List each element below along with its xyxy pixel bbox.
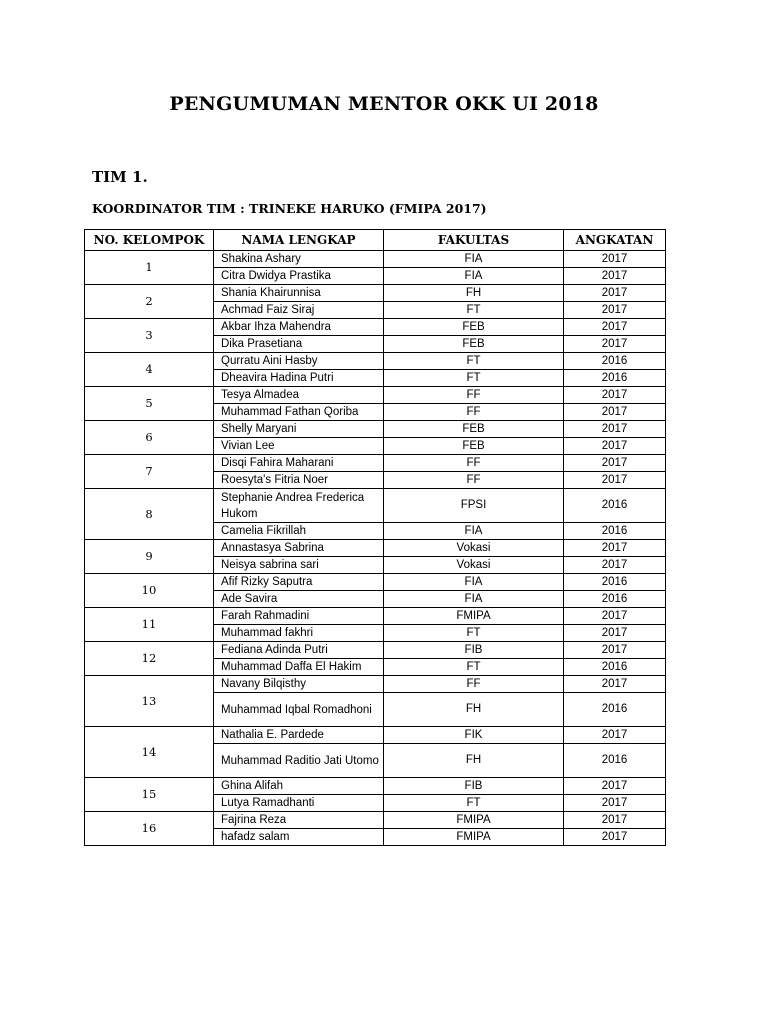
group-number-cell: 1: [85, 251, 214, 285]
member-name-cell: Muhammad Daffa El Hakim: [214, 659, 384, 676]
member-faculty-cell: FMIPA: [384, 812, 564, 829]
member-faculty-cell: FH: [384, 285, 564, 302]
member-name-cell: Lutya Ramadhanti: [214, 795, 384, 812]
table-row: [85, 489, 666, 523]
coordinator-line: KOORDINATOR TIM : TRINEKE HARUKO (FMIPA 2017): [92, 201, 487, 216]
table-row: [85, 421, 666, 438]
member-year-cell: 2016: [564, 693, 666, 727]
member-year-cell: 2017: [564, 608, 666, 625]
member-faculty-cell: FF: [384, 472, 564, 489]
group-number-cell: 8: [85, 489, 214, 540]
mentor-table: [84, 229, 666, 846]
table-row: [85, 574, 666, 591]
member-faculty-cell: FT: [384, 625, 564, 642]
member-name-cell: Camelia Fikrillah: [214, 523, 384, 540]
member-name-cell: Farah Rahmadini: [214, 608, 384, 625]
member-faculty-cell: FT: [384, 302, 564, 319]
member-year-cell: 2017: [564, 778, 666, 795]
member-faculty-cell: FT: [384, 370, 564, 387]
table-row: [85, 353, 666, 370]
member-name-cell: Shania Khairunnisa: [214, 285, 384, 302]
member-faculty-cell: FMIPA: [384, 829, 564, 846]
member-name-cell: Dheavira Hadina Putri: [214, 370, 384, 387]
group-number-cell: 7: [85, 455, 214, 489]
member-faculty-cell: FF: [384, 676, 564, 693]
member-name-cell: Fediana Adinda Putri: [214, 642, 384, 659]
member-faculty-cell: FMIPA: [384, 608, 564, 625]
table-row: [85, 608, 666, 625]
member-year-cell: 2017: [564, 455, 666, 472]
member-year-cell: 2016: [564, 591, 666, 608]
member-name-cell: Dika Prasetiana: [214, 336, 384, 353]
member-year-cell: 2017: [564, 557, 666, 574]
table-row: [85, 676, 666, 693]
table-row: [85, 642, 666, 659]
member-name-cell: Muhammad fakhri: [214, 625, 384, 642]
member-faculty-cell: FH: [384, 693, 564, 727]
member-year-cell: 2017: [564, 336, 666, 353]
member-year-cell: 2017: [564, 302, 666, 319]
member-faculty-cell: Vokasi: [384, 540, 564, 557]
member-faculty-cell: FIA: [384, 523, 564, 540]
group-number-cell: 6: [85, 421, 214, 455]
group-number-cell: 2: [85, 285, 214, 319]
member-year-cell: 2017: [564, 268, 666, 285]
member-year-cell: 2016: [564, 574, 666, 591]
member-year-cell: 2017: [564, 795, 666, 812]
member-faculty-cell: FIA: [384, 574, 564, 591]
header-fakultas: FAKULTAS: [384, 230, 564, 251]
table-row: [85, 251, 666, 268]
member-year-cell: 2017: [564, 625, 666, 642]
member-faculty-cell: FH: [384, 744, 564, 778]
member-name-cell: Muhammad Fathan Qoriba: [214, 404, 384, 421]
header-no-kelompok: NO. KELOMPOK: [85, 230, 214, 251]
member-year-cell: 2016: [564, 523, 666, 540]
group-number-cell: 15: [85, 778, 214, 812]
member-name-cell: Vivian Lee: [214, 438, 384, 455]
member-year-cell: 2016: [564, 744, 666, 778]
member-name-cell: Nathalia E. Pardede: [214, 727, 384, 744]
member-faculty-cell: FIB: [384, 778, 564, 795]
member-name-cell: Afif Rizky Saputra: [214, 574, 384, 591]
member-name-cell: Neisya sabrina sari: [214, 557, 384, 574]
member-year-cell: 2017: [564, 404, 666, 421]
group-number-cell: 5: [85, 387, 214, 421]
member-year-cell: 2017: [564, 285, 666, 302]
member-year-cell: 2017: [564, 472, 666, 489]
member-faculty-cell: FEB: [384, 336, 564, 353]
member-name-cell: hafadz salam: [214, 829, 384, 846]
group-number-cell: 14: [85, 727, 214, 778]
member-faculty-cell: FEB: [384, 438, 564, 455]
member-year-cell: 2017: [564, 727, 666, 744]
group-number-cell: 12: [85, 642, 214, 676]
group-number-cell: 10: [85, 574, 214, 608]
member-faculty-cell: FIK: [384, 727, 564, 744]
member-name-cell: Akbar Ihza Mahendra: [214, 319, 384, 336]
member-year-cell: 2016: [564, 353, 666, 370]
member-year-cell: 2017: [564, 438, 666, 455]
table-header-row: [85, 230, 666, 251]
table-row: [85, 540, 666, 557]
member-name-cell: Stephanie Andrea Frederica Hukom: [214, 489, 384, 523]
header-nama-lengkap: NAMA LENGKAP: [214, 230, 384, 251]
member-faculty-cell: FT: [384, 795, 564, 812]
member-faculty-cell: FPSI: [384, 489, 564, 523]
table-row: [85, 455, 666, 472]
member-faculty-cell: FEB: [384, 319, 564, 336]
member-year-cell: 2016: [564, 659, 666, 676]
header-angkatan: ANGKATAN: [564, 230, 666, 251]
member-faculty-cell: FIA: [384, 251, 564, 268]
member-year-cell: 2016: [564, 370, 666, 387]
member-name-cell: Tesya Almadea: [214, 387, 384, 404]
table-row: [85, 285, 666, 302]
member-year-cell: 2017: [564, 251, 666, 268]
member-faculty-cell: FIA: [384, 591, 564, 608]
member-name-cell: Muhammad Raditio Jati Utomo: [214, 744, 384, 778]
member-name-cell: Disqi Fahira Maharani: [214, 455, 384, 472]
group-number-cell: 4: [85, 353, 214, 387]
member-name-cell: Achmad Faiz Siraj: [214, 302, 384, 319]
member-faculty-cell: FT: [384, 353, 564, 370]
member-year-cell: 2017: [564, 676, 666, 693]
table-row: [85, 778, 666, 795]
group-number-cell: 9: [85, 540, 214, 574]
table-row: [85, 727, 666, 744]
member-year-cell: 2017: [564, 812, 666, 829]
table-body: [85, 251, 666, 846]
member-name-cell: Roesyta's Fitria Noer: [214, 472, 384, 489]
table-row: [85, 387, 666, 404]
member-faculty-cell: FF: [384, 404, 564, 421]
table-row: [85, 812, 666, 829]
member-name-cell: Citra Dwidya Prastika: [214, 268, 384, 285]
team-heading: TIM 1.: [92, 168, 148, 186]
member-faculty-cell: FEB: [384, 421, 564, 438]
member-faculty-cell: Vokasi: [384, 557, 564, 574]
member-faculty-cell: FT: [384, 659, 564, 676]
table-row: [85, 319, 666, 336]
member-name-cell: Navany Bilqisthy: [214, 676, 384, 693]
member-year-cell: 2017: [564, 642, 666, 659]
member-name-cell: Annastasya Sabrina: [214, 540, 384, 557]
member-faculty-cell: FF: [384, 455, 564, 472]
member-year-cell: 2017: [564, 421, 666, 438]
page-title: PENGUMUMAN MENTOR OKK UI 2018: [169, 93, 599, 115]
member-name-cell: Ade Savira: [214, 591, 384, 608]
member-name-cell: Shelly Maryani: [214, 421, 384, 438]
member-name-cell: Muhammad Iqbal Romadhoni: [214, 693, 384, 727]
member-faculty-cell: FF: [384, 387, 564, 404]
member-year-cell: 2017: [564, 319, 666, 336]
member-year-cell: 2016: [564, 489, 666, 523]
member-faculty-cell: FIA: [384, 268, 564, 285]
group-number-cell: 16: [85, 812, 214, 846]
member-year-cell: 2017: [564, 540, 666, 557]
group-number-cell: 3: [85, 319, 214, 353]
member-name-cell: Ghina Alifah: [214, 778, 384, 795]
member-year-cell: 2017: [564, 387, 666, 404]
member-year-cell: 2017: [564, 829, 666, 846]
group-number-cell: 11: [85, 608, 214, 642]
member-faculty-cell: FIB: [384, 642, 564, 659]
member-name-cell: Qurratu Aini Hasby: [214, 353, 384, 370]
member-name-cell: Fajrina Reza: [214, 812, 384, 829]
member-name-cell: Shakina Ashary: [214, 251, 384, 268]
group-number-cell: 13: [85, 676, 214, 727]
